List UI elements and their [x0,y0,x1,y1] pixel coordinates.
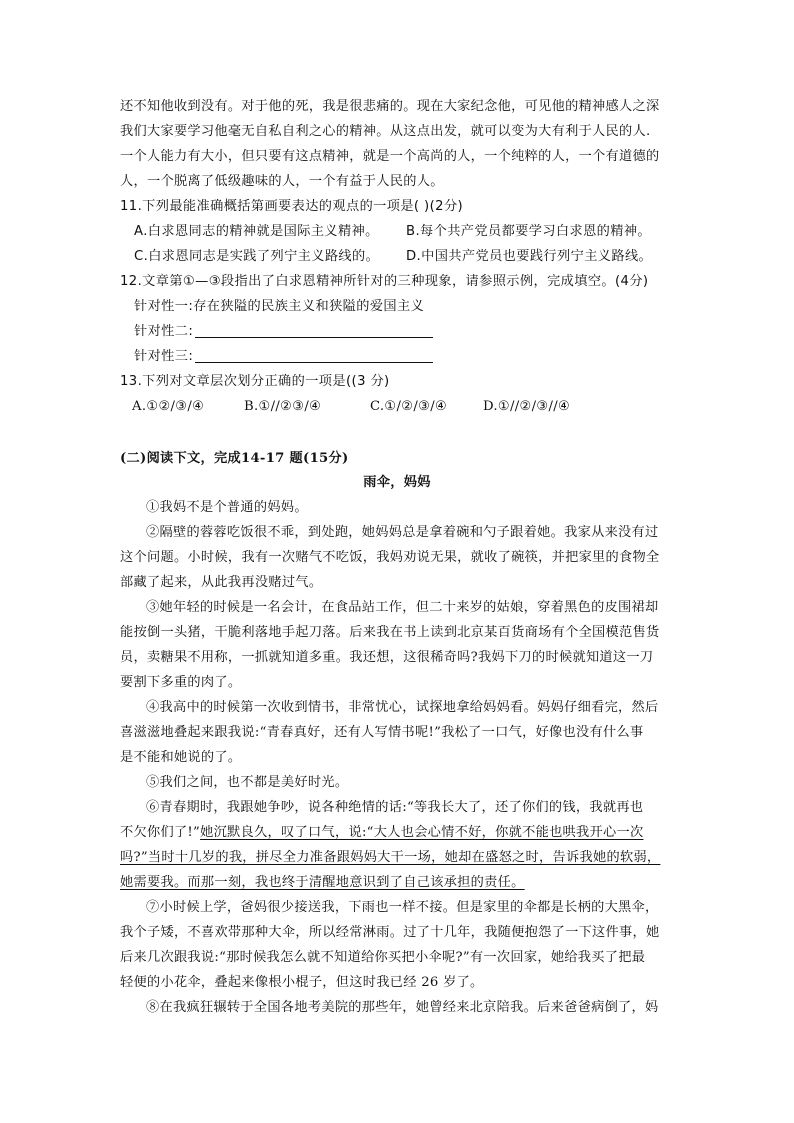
text-line: 一个人能力有大小，但只要有这点精神，就是一个高尚的人，一个纯粹的人，一个有道德的 [120,149,660,164]
paragraph-line: 后来几次跟我说:“那时候我怎么就不知道给你买把小伞呢?”有一次回家，她给我买了把最 [120,950,646,965]
paragraph-line: 喜滋滋地叠起来跟我说:“青春真好，还有人写情书呢!”我松了一口气，好像也没有什么事 [120,725,644,740]
q13-option-c: C.①/②/③/④ [370,399,448,414]
q12-fill-3 [134,346,694,368]
underlined-sentence: 她沉默良久，叹了口气，说:“大人也会心情不好，你就不能也哄我开心一次 [200,825,644,840]
underlined-line: 她需要我。而那一刻，我也终于清醒地意识到了自己该承担的责任。 [120,875,525,890]
paragraph-line: 能按倒一头猪，干脆利落地手起刀落。后来我在书上读到北京某百货商场有个全国模范售货 [120,625,660,640]
article-title: 雨伞，妈妈 [363,475,431,490]
q13-option-a: A.①②/③/④ [132,399,205,414]
paragraph-line: ⑧在我疯狂辗转于全国各地考美院的那些年，她曾经来北京陪我。后来爸爸病倒了，妈 [146,1000,659,1015]
paragraph-line: ①我妈不是个普通的妈妈。 [146,500,308,515]
paragraph-line: 要割下多重的肉了。 [120,675,242,690]
q13-option-d: D.①//②/③//④ [483,399,571,414]
paragraph-line: 是不能和她说的了。 [120,750,242,765]
q12-example-1: 针对性一:存在狭隘的民族主义和狭隘的爱国主义 [134,299,425,314]
paragraph-line: 这个问题。小时候，我有一次赌气不吃饭，我妈劝说无果，就收了碗筷，并把家里的食物全 [120,550,660,565]
text-line: 我们大家要学习他毫无自私自利之心的精神。从这点出发，就可以变为大有利于人民的人. [120,124,651,139]
paragraph-line: 我个子矮，不喜欢带那种大伞，所以经常淋雨。过了十几年，我随便抱怨了一下这件事，她 [120,925,660,940]
answer-blank-2[interactable] [195,323,433,338]
q12-fill-2-label: 针对性二: [134,324,194,339]
question-12-stem: 12.文章第①—③段指出了白求恩精神所针对的三种现象，请参照示例，完成填空。(4分) [120,274,649,289]
q11-option-a: A.白求恩同志的精神就是国际主义精神。 [134,224,379,239]
q11-option-b: B.每个共产党员都要学习白求恩的精神。 [406,224,652,239]
q11-option-c: C.白求恩同志是实践了列宁主义路线的。 [134,249,380,264]
text-line: 还不知他收到没有。对于他的死，我是很悲痛的。现在大家纪念他，可见他的精神感人之深 [120,99,660,114]
answer-blank-3[interactable] [195,348,433,363]
paragraph-line: 部藏了起来，从此我再没赌过气。 [120,575,323,590]
paragraph-line: ⑦小时候上学，爸妈很少接送我，下雨也一样不接。但是家里的伞都是长柄的大黑伞， [146,900,659,915]
paragraph-line: ④我高中的时候第一次收到情书，非常忧心，试探地拿给妈妈看。妈妈仔细看完，然后 [146,700,659,715]
underlined-line: 吗?”当时十几岁的我，拼尽全力准备跟妈妈大干一场，她却在盛怒之时，告诉我她的软弱， [120,850,661,865]
text-segment: 不欠你们了!” [120,825,201,840]
paragraph-line: ⑥青春期时，我跟她争吵，说各种绝情的话:“等我长大了，还了你们的钱，我就再也 [146,800,644,815]
paragraph-line: 员，卖糖果不用称，一抓就知道多重。我还想，这很稀奇吗?我妈下刀的时候就知道这一刀 [120,650,654,665]
paragraph-line: ⑤我们之间，也不都是美好时光。 [146,775,349,790]
q13-option-b: B.①//②③/④ [244,399,322,414]
q12-fill-2 [134,321,694,343]
paragraph-line: ②隔壁的蓉蓉吃饭很不乖，到处跑，她妈妈总是拿着碗和勺子跟着她。我家从来没有过 [146,525,659,540]
q12-fill-3-label: 针对性三: [134,349,194,364]
question-13-stem: 13.下列对文章层次划分正确的一项是((3 分) [120,374,390,389]
text-line: 人，一个脱离了低级趣味的人，一个有益于人民的人。 [120,174,444,189]
section-2-heading: (二)阅读下文，完成14-17 题(15分) [120,451,349,466]
paragraph-line: ③她年轻的时候是一名会计，在食品站工作，但二十来岁的姑娘，穿着黑色的皮围裙却 [146,600,659,615]
paragraph-line: 轻便的小花伞，叠起来像根小棍子，但这时我已经 26 岁了。 [120,975,484,990]
question-11-stem: 11.下列最能准确概括第画要表达的观点的一项是( )(2分) [120,199,464,214]
paragraph-line [120,822,680,844]
q11-option-d: D.中国共产党员也要践行列宁主义路线。 [406,249,653,264]
